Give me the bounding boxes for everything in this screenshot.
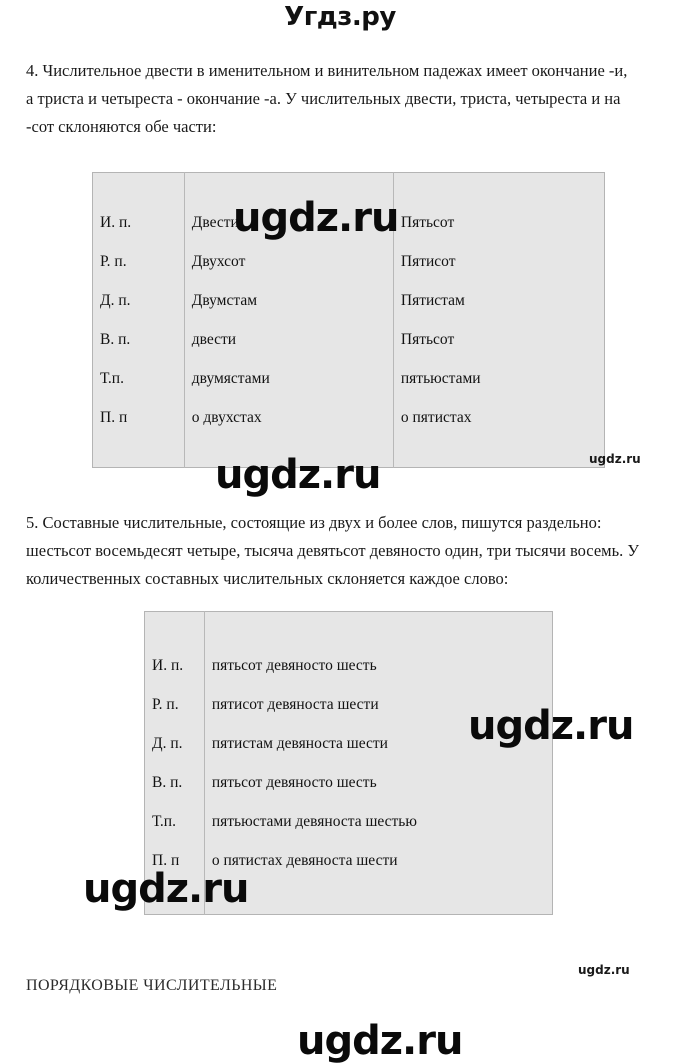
- case-label: Т.п.: [93, 359, 185, 398]
- table-spacer-row: [145, 880, 553, 915]
- watermark-ugdz-bottom: ugdz.ru: [297, 1018, 463, 1064]
- case-label: Т.п.: [145, 802, 205, 841]
- compound-form: пятьсот девяносто шесть: [204, 646, 552, 685]
- case-label: И. п.: [93, 203, 185, 242]
- case-label: П. п: [93, 398, 185, 437]
- table-compound-body: [145, 612, 553, 915]
- table-row: [93, 242, 605, 281]
- case-label: И. п.: [145, 646, 205, 685]
- table-spacer-row: [93, 437, 605, 468]
- table-row: [145, 685, 553, 724]
- spacer-cell: [393, 437, 604, 468]
- compound-form: пятьюстами девяноста шестью: [204, 802, 552, 841]
- spacer-cell: [204, 880, 552, 915]
- spacer-cell: [145, 612, 205, 647]
- site-logo: Угдз.ру: [284, 2, 396, 32]
- form-two-hundred: о двухстах: [184, 398, 393, 437]
- spacer-cell: [184, 173, 393, 204]
- case-label: Д. п.: [145, 724, 205, 763]
- table-row: [145, 841, 553, 880]
- form-five-hundred: о пятистах: [393, 398, 604, 437]
- paragraph-rule-4: 4. Числительное двести в именительном и винительном падежах имеет окончание -и, а триста и четыреста - окончание -а. У числительных двести, триста, четыреста и на -сот склоняются обе части:: [26, 60, 628, 136]
- spacer-cell: [393, 173, 604, 204]
- table-row: [93, 398, 605, 437]
- form-two-hundred: Двести: [184, 203, 393, 242]
- form-two-hundred: двумястами: [184, 359, 393, 398]
- watermark-ugdz-table2: ugdz.ru: [468, 703, 634, 749]
- paragraph-rule-5: 5. Составные числительные, состоящие из двух и более слов, пишутся раздельно: шестьсот восемьдесят четыре, тысяча девятьсот девяносто один, три тысячи восемь. У количественных составных числительных склоняется каждое слово:: [26, 512, 640, 588]
- case-label: П. п: [145, 841, 205, 880]
- case-label: В. п.: [93, 320, 185, 359]
- declension-table-compound: [144, 611, 553, 915]
- form-two-hundred: двести: [184, 320, 393, 359]
- case-label: Р. п.: [145, 685, 205, 724]
- table-row: [93, 359, 605, 398]
- case-label: Р. п.: [93, 242, 185, 281]
- form-five-hundred: Пятьсот: [393, 320, 604, 359]
- spacer-cell: [93, 173, 185, 204]
- case-label: В. п.: [145, 763, 205, 802]
- form-two-hundred: Двухсот: [184, 242, 393, 281]
- table-row: [145, 646, 553, 685]
- spacer-cell: [145, 880, 205, 915]
- table-row: [93, 281, 605, 320]
- table-row: [93, 320, 605, 359]
- spacer-cell: [184, 437, 393, 468]
- compound-form: пятистам девяноста шести: [204, 724, 552, 763]
- declension-table-hundreds: [92, 172, 605, 468]
- table-row: [93, 203, 605, 242]
- spacer-cell: [93, 437, 185, 468]
- watermark-ugdz-small-right-lower: ugdz.ru: [578, 963, 630, 977]
- section-heading-ordinal-numerals: ПОРЯДКОВЫЕ ЧИСЛИТЕЛЬНЫЕ: [26, 977, 278, 994]
- form-five-hundred: пятьюстами: [393, 359, 604, 398]
- table-hundreds-body: [93, 173, 605, 468]
- compound-form: пятисот девяноста шести: [204, 685, 552, 724]
- watermark-ugdz-middle: ugdz.ru: [215, 452, 381, 498]
- form-five-hundred: Пятьсот: [393, 203, 604, 242]
- form-five-hundred: Пятистам: [393, 281, 604, 320]
- table-row: [145, 802, 553, 841]
- watermark-ugdz-lower-left: ugdz.ru: [83, 866, 249, 912]
- watermark-ugdz-table1: ugdz.ru: [233, 195, 399, 241]
- table-row: [145, 763, 553, 802]
- table-spacer-row: [93, 173, 605, 204]
- spacer-cell: [204, 612, 552, 647]
- case-label: Д. п.: [93, 281, 185, 320]
- form-five-hundred: Пятисот: [393, 242, 604, 281]
- table-spacer-row: [145, 612, 553, 647]
- watermark-ugdz-small-right-upper: ugdz.ru: [589, 452, 641, 466]
- table-row: [145, 724, 553, 763]
- compound-form: о пятистах девяноста шести: [204, 841, 552, 880]
- form-two-hundred: Двумстам: [184, 281, 393, 320]
- compound-form: пятьсот девяносто шесть: [204, 763, 552, 802]
